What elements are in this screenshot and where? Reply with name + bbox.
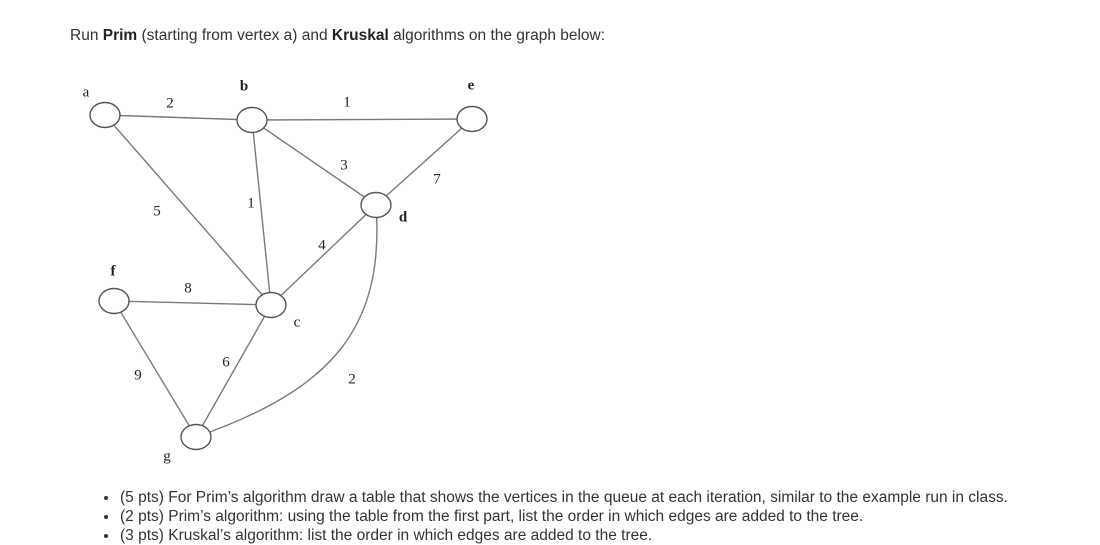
kruskal-keyword: Kruskal bbox=[331, 27, 389, 44]
vertex-c bbox=[256, 293, 286, 318]
edge-a-c bbox=[105, 115, 271, 305]
edge-f-c bbox=[114, 301, 271, 305]
edge-weight-f-c: 8 bbox=[184, 280, 192, 297]
edge-weight-g-c: 6 bbox=[222, 354, 230, 371]
edge-b-e bbox=[252, 119, 472, 120]
prim-keyword: Prim bbox=[102, 27, 138, 44]
edge-weight-f-g: 9 bbox=[134, 367, 142, 384]
task-list bbox=[100, 488, 1008, 545]
task-item-kruskal-order: • (3 pts) Kruskal’s algorithm: list the order in which edges are added to the tree. bbox=[119, 526, 1008, 545]
edge-weight-a-c: 5 bbox=[153, 203, 161, 220]
edge-c-d bbox=[271, 205, 376, 305]
edge-g-c bbox=[196, 305, 271, 437]
edge-weight-d-e: 7 bbox=[433, 171, 441, 188]
edge-f-g bbox=[114, 301, 196, 437]
edge-d-e bbox=[376, 119, 472, 205]
vertex-label-b: b bbox=[239, 78, 249, 95]
vertex-label-g: g bbox=[163, 448, 171, 465]
edge-a-b bbox=[105, 115, 252, 120]
edge-b-c bbox=[252, 120, 271, 305]
edge-g-d bbox=[196, 205, 377, 437]
edge-weight-b-c: 1 bbox=[247, 195, 255, 212]
vertex-d bbox=[361, 193, 391, 218]
vertex-label-a: a bbox=[82, 84, 90, 101]
vertex-e bbox=[457, 107, 487, 132]
vertex-b bbox=[237, 108, 267, 133]
vertex-label-e: e bbox=[467, 77, 475, 94]
intro-prefix: Run bbox=[70, 27, 103, 44]
node-layer bbox=[90, 103, 487, 450]
edge-b-d bbox=[252, 120, 376, 205]
intro-middle: (starting from vertex a) and bbox=[137, 27, 332, 44]
vertex-label-f: f bbox=[110, 263, 116, 280]
vertex-g bbox=[181, 425, 211, 450]
edge-weight-b-d: 3 bbox=[340, 157, 348, 174]
vertex-label-c: c bbox=[293, 314, 301, 331]
edge-weight-b-e: 1 bbox=[343, 94, 351, 111]
edge-weight-a-b: 2 bbox=[166, 95, 174, 112]
task-item-prim-order: • (2 pts) Prim’s algorithm: using the table from the first part, list the order in which edges are added to the tree. bbox=[119, 507, 1008, 526]
vertex-label-d: d bbox=[398, 209, 408, 226]
intro-suffix: algorithms on the graph below: bbox=[388, 27, 606, 44]
vertex-a bbox=[90, 103, 120, 128]
edge-weight-g-d: 2 bbox=[348, 371, 356, 388]
vertex-f bbox=[99, 289, 129, 314]
edge-layer bbox=[105, 115, 472, 437]
label-layer bbox=[83, 77, 475, 464]
task-item-prim-table: • (5 pts) For Prim’s algorithm draw a table that shows the vertices in the queue at each iteration, similar to the example run in class. bbox=[119, 488, 1008, 507]
edge-weight-c-d: 4 bbox=[318, 237, 326, 254]
